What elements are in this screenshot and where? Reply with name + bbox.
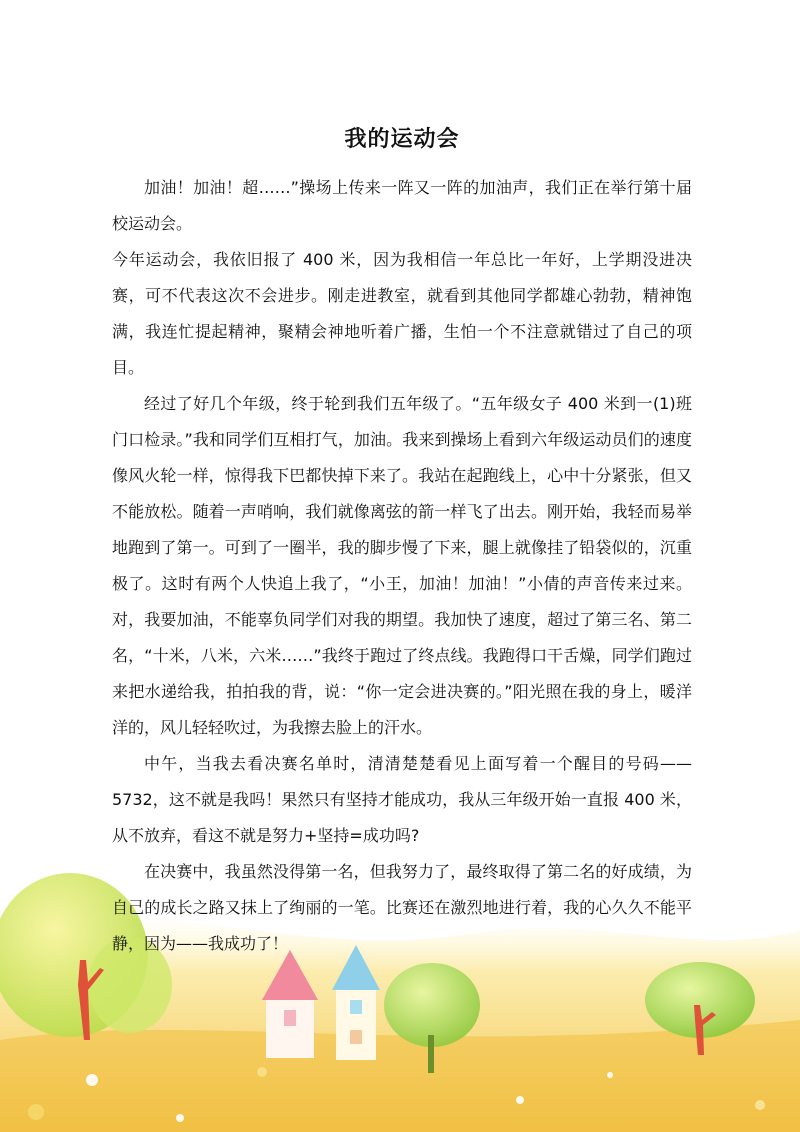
page-title: 我的运动会: [344, 127, 460, 152]
paragraph-5: 在决赛中，我虽然没得第一名，但我努力了，最终取得了第二名的好成绩，为自己的成长之路又抹上了绚丽的一笔。比赛还在激烈地进行着，我的心久久不能平静，因为——我成功了！: [112, 862, 692, 953]
paragraph-1: 加油！加油！超……”操场上传来一阵又一阵的加油声，我们正在举行第十届校运动会。: [112, 178, 692, 233]
paragraph-2: 今年运动会，我依旧报了 400 米，因为我相信一年总比一年好，上学期没进决赛，可不代表这次不会进步。刚走进教室，就看到其他同学都雄心勃勃，精神饱满，我连忙提起精神，聚精会神地听着广播，生怕一个不注意就错过了自己的项目。: [112, 250, 692, 377]
paragraph-4: 中午，当我去看决赛名单时，清清楚楚看见上面写着一个醒目的号码——5732，这不就是我吗！果然只有坚持才能成功，我从三年级开始一直报 400 米，从不放弃，看这不就是努力+坚持=成功吗?: [112, 754, 692, 845]
paragraph-3: 经过了好几个年级，终于轮到我们五年级了。“五年级女子 400 米到一(1)班门口检录。”我和同学们互相打气，加油。我来到操场上看到六年级运动员们的速度像风火轮一样，惊得我下巴都快掉下来了。我站在起跑线上，心中十分紧张，但又不能放松。随着一声哨响，我们就像离弦的箭一样飞了出去。刚开始，我轻而易举地跑到了第一。可到了一圈半，我的脚步慢了下来，腿上就像挂了铅袋似的，沉重极了。这时有两个人快追上我了，“小王，加油！加油！”小倩的声音传来过来。对，我要加油，不能辜负同学们对我的期望。我加快了速度，超过了第三名、第二名，“十米，八米，六米……”我终于跑过了终点线。我跑得口干舌燥，同学们跑过来把水递给我，拍拍我的背，说：“你一定会进决赛的。”阳光照在我的身上，暖洋洋的，风儿轻轻吹过，为我擦去脸上的汗水。: [112, 394, 692, 737]
article: [112, 118, 692, 962]
